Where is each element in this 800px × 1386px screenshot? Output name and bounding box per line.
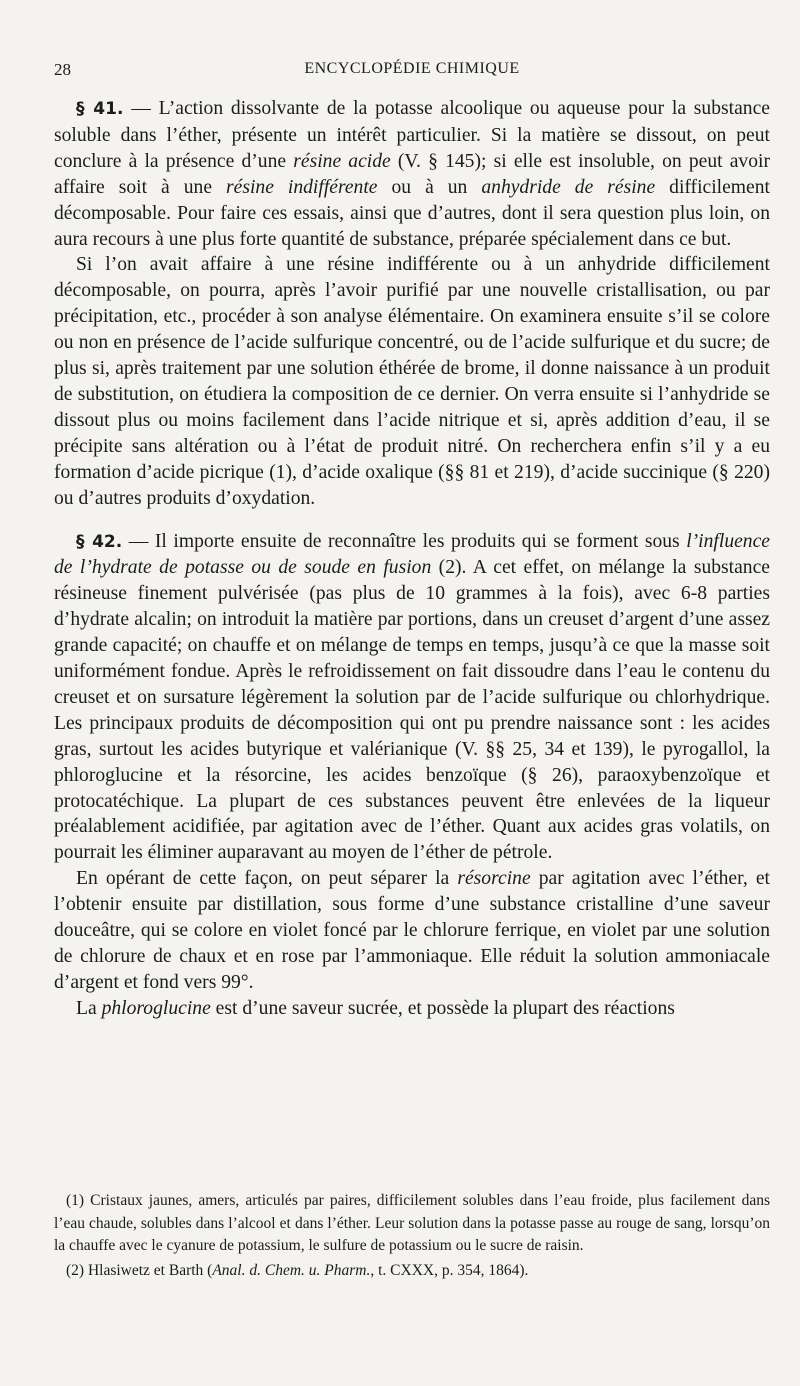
text-run: En opérant de cette façon, on peut séparer la [76, 868, 458, 890]
text-run: est d’une saveur sucrée, et possède la plupart des réactions [210, 997, 675, 1019]
footnote-2 [54, 1260, 770, 1283]
section-41-paragraph-1 [54, 96, 770, 252]
text-run: — Il importe ensuite de reconnaître les produits qui se forment sous [122, 530, 687, 552]
text-run: , t. CXXX, p. 354, 1864). [370, 1261, 529, 1279]
text-run: (2) Hlasiwetz et Barth ( [66, 1261, 213, 1279]
section-42-paragraph-1 [54, 529, 770, 867]
section-41-paragraph-2: Si l’on avait affaire à une résine indifférente ou à un anhydride difficilement décomposable, on pourra, après l’avoir purifié par une nouvelle cristallisation, ou par précipitation, etc., procéder à son analyse élémentaire. On examinera ensuite s’il se colore ou non en présence de l’acide sulfurique concentré, ou de l’acide sulfurique et du sucre; de plus si, après traitement par une solution éthérée de brome, il donne naissance à un produit de substitution, on étudiera la composition de ce dernier. On verra ensuite si l’anhydride se dissout plus ou moins facilement dans l’acide nitrique et si, après addition d’eau, il se précipite sans altération ou à l’état de produit nitré. On recherchera enfin s’il y a eu formation d’acide picrique (1), d’acide oxalique (§§ 81 et 219), d’acide succinique (§ 220) ou d’autres produits d’oxydation. [54, 254, 770, 509]
section-42-mark: § 42. [76, 531, 123, 552]
text-run: — L’action dissolvante de la potasse alcoolique ou aqueuse pour la substance soluble dans l’éther, présente un intérêt particulier. Si la matière se dissout, on peut conclure à la présence d’une [54, 98, 770, 172]
italic-term: anhydride de résine [481, 176, 656, 198]
italic-term: Anal. d. Chem. u. Pharm. [212, 1261, 371, 1279]
text-run: (2). A cet effet, on mélange la substance résineuse finement pulvérisée (pas plus de 10 grammes à la fois), avec 6-8 parties d’hydrate alcalin; on introduit la matière par portions, dans un creuset d’argent d’une assez grande capacité; on chauffe et on mélange de temps en temps, jusqu’à ce que la masse soit uniformément fondue. Après le refroidissement on fait dissoudre dans l’eau le contenu du creuset et on sursature légèrement la solution par de l’acide sulfurique ou chlorhydrique. Les principaux produits de décomposition qui ont pu prendre naissance sont : les acides gras, surtout les acides butyrique et valérianique (V. §§ 25, 34 et 139), le pyrogallol, la phloroglucine et la résorcine, les acides benzoïque (§ 26), paraoxybenzoïque et protocatéchique. La plupart de ces substances peuvent être enlevées de la liqueur préalablement acidifiée, par agitation avec de l’éther. Quant aux acides gras volatils, on pourrait les éliminer auparavant au moyen de l’éther de pétrole. [54, 557, 770, 864]
text-run: ou à un [377, 176, 482, 198]
text-run: par agitation avec l’éther, et l’obtenir ensuite par distillation, sous forme d’une substance cristalline d’une saveur douceâtre, qui se colore en violet foncé par le chlorure ferrique, en violet par une solution de chlorure de chaux et en rose par l’ammoniaque. Elle réduit la solution ammoniacale d’argent et fond vers 99°. [54, 868, 770, 993]
running-title: ENCYCLOPÉDIE CHIMIQUE [304, 60, 520, 77]
footnotes [54, 1190, 770, 1282]
section-42-paragraph-2 [54, 866, 770, 996]
page-header [54, 56, 770, 82]
section-41-mark: § 41. [76, 99, 124, 119]
page [54, 56, 770, 1022]
footnote-1: (1) Cristaux jaunes, amers, articulés par paires, difficilement solubles dans l’eau froide, plus facilement dans l’eau chaude, solubles dans l’alcool et dans l’éther. Leur solution dans la potasse passe au rouge de sang, lorsqu’on la chauffe avec le cyanure de potassium, le sulfure de potassium ou le sucre de raisin. [54, 1192, 770, 1254]
italic-term: résine acide [293, 150, 391, 172]
section-42-paragraph-3 [54, 996, 770, 1022]
text-run: (V. § 145); si elle est insoluble, on peut avoir affaire soit à une [54, 150, 770, 198]
italic-term: résorcine [457, 868, 531, 890]
italic-term: l’influence de l’hydrate de potasse ou de soude en fusion [54, 530, 770, 579]
text-run: La [76, 997, 102, 1019]
body-text [54, 96, 770, 1022]
italic-term: résine indifférente [226, 176, 378, 198]
page-number: 28 [54, 60, 71, 79]
italic-term: phloroglucine [101, 997, 211, 1019]
text-run: difficilement décomposable. Pour faire ces essais, ainsi que d’autres, dont il sera question plus loin, on aura recours à une plus forte quantité de substance, préparée spécialement dans ce but. [54, 176, 770, 250]
